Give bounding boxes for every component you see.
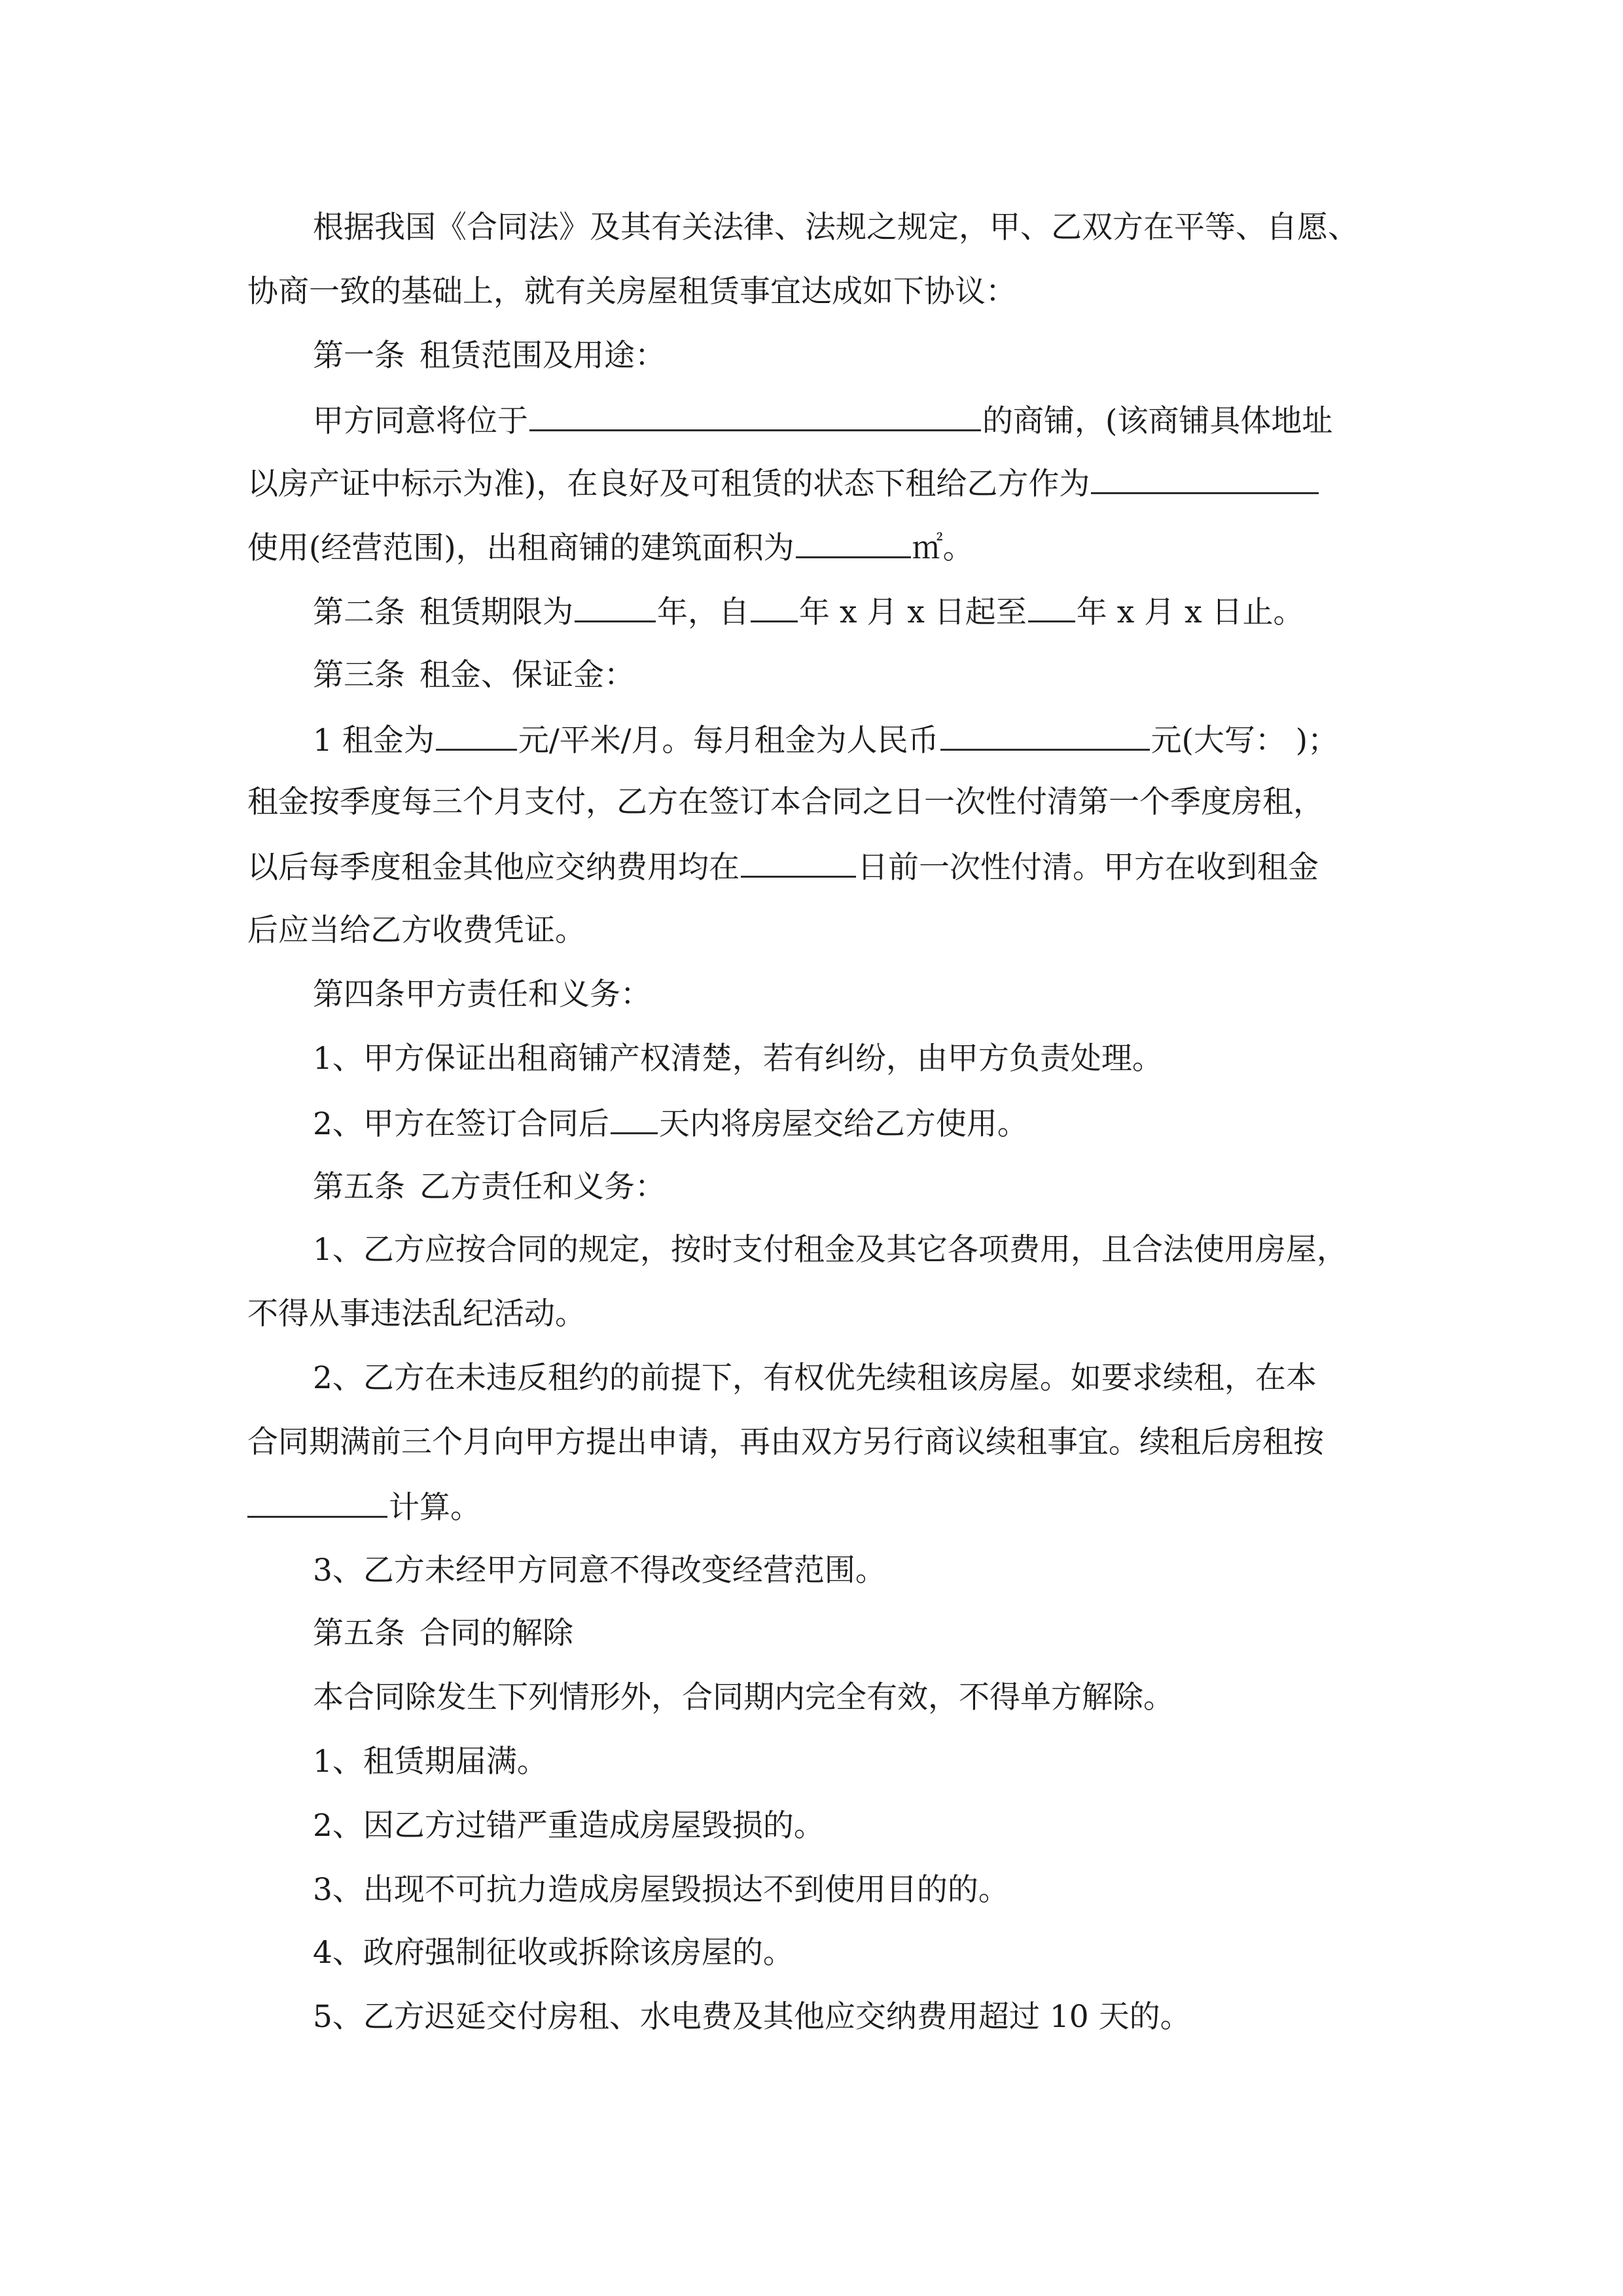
article-5-item-1-line-1 [313, 1230, 1347, 1270]
article-2-text-3: 年 x 月 x 日起至 [799, 594, 1027, 630]
article-6-text-5: 5、乙方迟延交付房租、水电费及其他应交纳费用超过 10 天的。 [313, 1999, 1191, 2035]
article-5-item-2-line-2 [247, 1423, 1324, 1462]
article-6-text-3: 3、出现不可抗力造成房屋毁损达不到使用目的的。 [313, 1872, 1009, 1908]
article-3-title: 租金、保证金： [419, 657, 635, 693]
blank-delivery-days[interactable] [611, 1103, 658, 1134]
article-6-title: 合同的解除 [419, 1615, 573, 1651]
article-3-text-1b: 元/平米/月。每月租金为人民币 [518, 723, 939, 759]
article-6-number: 第五条 [313, 1615, 405, 1651]
article-6-item-2 [313, 1806, 825, 1846]
article-1-line-3 [247, 528, 974, 568]
article-1-line-2 [247, 463, 1320, 504]
article-3-text-4: 后应当给乙方收费凭证。 [247, 912, 586, 948]
article-3-text-1a: 1 租金为 [313, 723, 435, 759]
article-2-text-2: 年，自 [657, 594, 749, 630]
article-6-intro-text: 本合同除发生下列情形外，合同期内完全有效，不得单方解除。 [313, 1679, 1174, 1715]
blank-payment-day[interactable] [741, 847, 856, 878]
article-3-text-3a: 以后每季度租金其他应交纳费用均在 [247, 850, 740, 886]
article-1-heading [313, 336, 666, 376]
blank-usage[interactable] [1091, 463, 1319, 494]
blank-rent-per-sqm[interactable] [436, 720, 517, 751]
article-4-text-1: 1、甲方保证出租商铺产权清楚，若有纠纷，由甲方负责处理。 [313, 1041, 1163, 1077]
article-5-text-2b: 合同期满前三个月向甲方提出申请，再由双方另行商议续租事宜。续租后房租按 [247, 1424, 1324, 1460]
article-4-heading [313, 975, 651, 1014]
article-3-line-3 [247, 847, 1319, 888]
article-6-item-4 [313, 1933, 794, 1973]
article-3-text-1c: 元(大写： )； [1150, 723, 1339, 759]
article-1-title: 租赁范围及用途： [419, 338, 666, 374]
article-6-text-4: 4、政府强制征收或拆除该房屋的。 [313, 1935, 794, 1971]
article-5-text-1b: 不得从事违法乱纪活动。 [247, 1296, 586, 1332]
article-6-text-1: 1、租赁期届满。 [313, 1744, 548, 1780]
article-5-number: 第五条 [313, 1169, 405, 1205]
article-3-text-3b: 日前一次性付清。甲方在收到租金 [857, 850, 1319, 886]
article-4-text-2b: 天内将房屋交给乙方使用。 [658, 1106, 1028, 1142]
article-5-heading [313, 1168, 666, 1207]
article-4-text-2a: 2、甲方在签订合同后 [313, 1106, 609, 1142]
article-4-title: 第四条甲方责任和义务： [313, 977, 651, 1013]
intro-text-2: 协商一致的基础上，就有关房屋租赁事宜达成如下协议： [247, 274, 1016, 310]
article-2-text-4: 年 x 月 x 日止。 [1076, 594, 1304, 630]
intro-text-1: 根据我国《合同法》及其有关法律、法规之规定，甲、乙双方在平等、自愿、 [313, 209, 1359, 245]
article-5-item-2-line-1 [313, 1359, 1317, 1398]
article-1-text-1b: 的商铺，(该商铺具体地址 [982, 403, 1333, 439]
article-3-heading [313, 656, 635, 695]
article-3-line-4 [247, 911, 586, 950]
blank-area[interactable] [796, 528, 911, 558]
blank-shop-location[interactable] [529, 401, 981, 431]
article-1-text-3b: ㎡。 [912, 530, 974, 566]
article-5-text-3: 3、乙方未经甲方同意不得改变经营范围。 [313, 1552, 886, 1588]
article-5-item-1-line-2 [247, 1295, 586, 1334]
article-5-item-3 [313, 1551, 886, 1590]
blank-term-years[interactable] [575, 592, 656, 622]
article-6-item-3 [313, 1871, 1009, 1910]
article-1-text-1a: 甲方同意将位于 [313, 403, 528, 439]
article-6-item-1 [313, 1742, 548, 1782]
article-1-line-1 [313, 401, 1332, 441]
article-6-item-5 [313, 1998, 1191, 2037]
article-6-heading [313, 1614, 573, 1653]
article-3-line-2 [247, 783, 1324, 822]
article-4-item-1 [313, 1039, 1163, 1079]
article-5-item-2-line-3 [247, 1487, 481, 1528]
article-4-item-2 [313, 1103, 1028, 1144]
blank-end-year[interactable] [1028, 592, 1075, 622]
blank-start-year[interactable] [751, 592, 798, 622]
article-6-text-2: 2、因乙方过错严重造成房屋毁损的。 [313, 1808, 825, 1844]
article-5-title: 乙方责任和义务： [419, 1169, 666, 1205]
article-5-text-2a: 2、乙方在未违反租约的前提下，有权优先续租该房屋。如要求续租，在本 [313, 1360, 1317, 1396]
blank-monthly-rent[interactable] [940, 720, 1150, 751]
article-1-number: 第一条 [313, 338, 405, 374]
article-3-number: 第三条 [313, 657, 405, 693]
article-3-text-2: 租金按季度每三个月支付，乙方在签订本合同之日一次性付清第一个季度房租， [247, 784, 1324, 820]
article-2-line [313, 592, 1304, 632]
blank-renewal-basis[interactable] [247, 1487, 387, 1518]
article-5-text-2c: 计算。 [389, 1490, 481, 1526]
intro-line-1 [313, 208, 1359, 247]
article-1-text-3a: 使用(经营范围)，出租商铺的建筑面积为 [247, 530, 794, 566]
article-1-text-2a: 以房产证中标示为准)，在良好及可租赁的状态下租给乙方作为 [247, 466, 1090, 502]
article-5-text-1a: 1、乙方应按合同的规定，按时支付租金及其它各项费用，且合法使用房屋， [313, 1232, 1347, 1268]
article-6-intro [313, 1678, 1174, 1717]
intro-line-2 [247, 272, 1016, 312]
article-3-line-1 [313, 720, 1338, 761]
article-2-number: 第二条 [313, 594, 405, 630]
article-2-text-1: 租赁期限为 [419, 594, 573, 630]
